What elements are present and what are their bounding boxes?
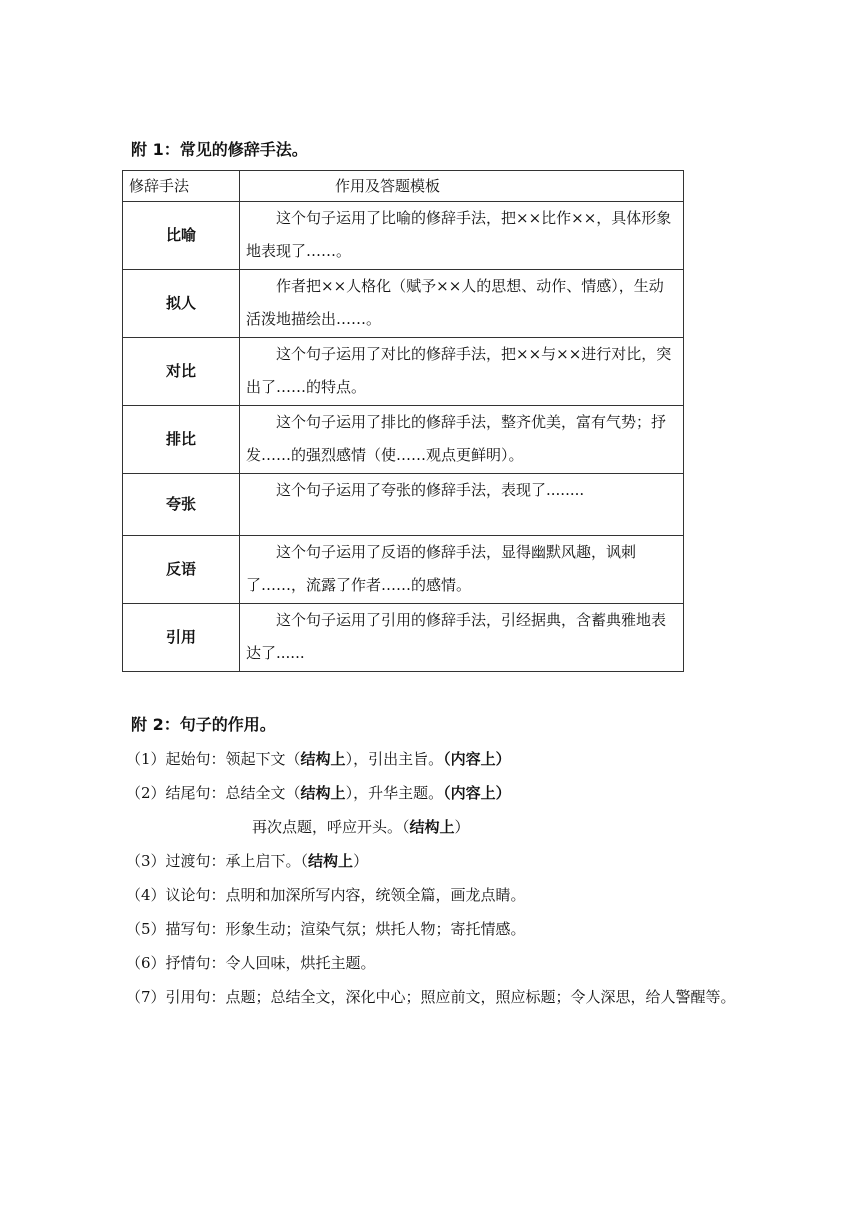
table-row [123, 604, 684, 672]
bold-label: 结构上 [308, 852, 354, 870]
rhetoric-name: 夸张 [123, 474, 240, 536]
list-item [126, 742, 766, 776]
list-item: （6）抒情句：令人回味，烘托主题。 [126, 954, 376, 972]
rhetoric-text: 这个句子运用了夸张的修辞手法，表现了........ [276, 481, 585, 499]
line-text: ），引出主旨。 [345, 750, 444, 768]
rhetoric-table [122, 170, 684, 672]
section1-heading: 附 1：常见的修辞手法。 [131, 140, 308, 159]
rhetoric-text: 这个句子运用了比喻的修辞手法，把××比作××，具体形象地表现了……。 [246, 209, 672, 260]
header-function: 作用及答题模板 [240, 171, 684, 202]
list-item [126, 844, 766, 878]
line-text: ） [454, 818, 470, 836]
list-item: （4）议论句：点明和加深所写内容，统领全篇，画龙点睛。 [126, 886, 526, 904]
rhetoric-name: 引用 [123, 604, 240, 672]
rhetoric-name: 拟人 [123, 270, 240, 338]
list-item: （5）描写句：形象生动；渲染气氛；烘托人物；寄托情感。 [126, 920, 526, 938]
table-row [123, 338, 684, 406]
section2-heading: 附 2：句子的作用。 [131, 715, 276, 734]
rhetoric-name: 比喻 [123, 202, 240, 270]
header-rhetoric: 修辞手法 [123, 171, 240, 202]
table-row [123, 474, 684, 536]
rhetoric-name: 反语 [123, 536, 240, 604]
table-row [123, 270, 684, 338]
rhetoric-text: 这个句子运用了对比的修辞手法，把××与××进行对比，突出了……的特点。 [246, 345, 672, 396]
table-row [123, 202, 684, 270]
bold-label: （内容上） [443, 750, 511, 768]
rhetoric-text: 作者把××人格化（赋予××人的思想、动作、情感），生动活泼地描绘出……。 [246, 277, 664, 328]
list-item [126, 810, 766, 844]
bold-label: （内容上） [443, 784, 511, 802]
bold-label: 结构上 [409, 818, 455, 836]
list-item: （7）引用句：点题；总结全文，深化中心；照应前文，照应标题；令人深思，给人警醒等。 [126, 988, 736, 1006]
rhetoric-text: 这个句子运用了排比的修辞手法，整齐优美，富有气势；抒发……的强烈感情（使……观点更鲜明）。 [246, 413, 667, 464]
line-text: ），升华主题。 [345, 784, 444, 802]
line-text: ） [353, 852, 369, 870]
bold-label: 结构上 [300, 750, 346, 768]
list-item [126, 776, 766, 810]
line-text: （1）起始句：领起下文（ [126, 750, 301, 768]
rhetoric-text: 这个句子运用了引用的修辞手法，引经据典，含蓄典雅地表达了...... [246, 611, 667, 662]
bold-label: 结构上 [300, 784, 346, 802]
rhetoric-text: 这个句子运用了反语的修辞手法，显得幽默风趣，讽刺了……，流露了作者……的感情。 [246, 543, 637, 594]
table-row [123, 536, 684, 604]
table-header-row [123, 171, 684, 202]
rhetoric-name: 对比 [123, 338, 240, 406]
rhetoric-name: 排比 [123, 406, 240, 474]
sentence-function-list [126, 742, 766, 1014]
line-text: （3）过渡句：承上启下。（ [126, 852, 309, 870]
line-text: （2）结尾句：总结全文（ [126, 784, 301, 802]
line-text: 再次点题，呼应开头。（ [252, 818, 410, 836]
table-row [123, 406, 684, 474]
